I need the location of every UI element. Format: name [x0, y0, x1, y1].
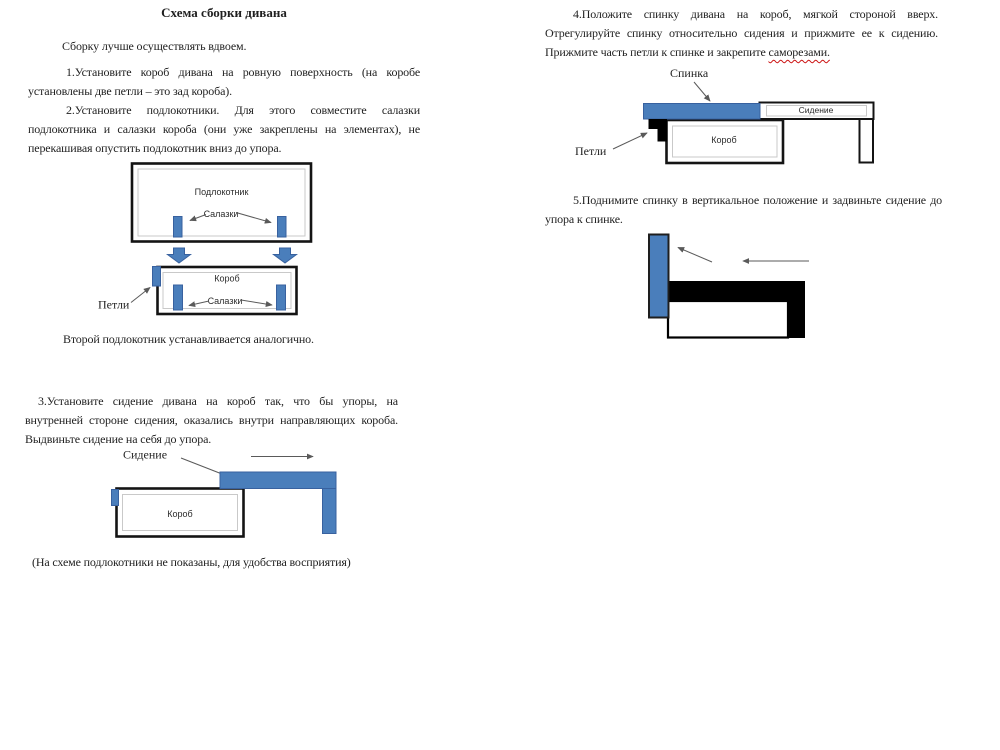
down-block-arrow [168, 248, 191, 263]
box-label: Короб [711, 135, 737, 145]
step2-paragraph [28, 101, 420, 158]
seat-assembly-diagram [100, 444, 345, 542]
slider-rect [174, 217, 183, 238]
seat-top-black-bar [668, 281, 805, 301]
page-title: Схема сборки дивана [161, 5, 287, 20]
lift-direction-arrow [678, 248, 712, 263]
step1-line: 1.Установите короб дивана на ровную поверхность (на коробе [66, 65, 420, 79]
seat-pointer-line [181, 458, 222, 474]
seat-label: Сидение [798, 105, 834, 115]
sliders-label: Салазки [207, 296, 243, 306]
back-pointer-arrow [694, 82, 710, 101]
hinge-rect [112, 490, 119, 506]
armrest-assembly-diagram [90, 160, 325, 318]
step3-line: Выдвиньте сидение на себя до упора. [25, 432, 212, 446]
armrest-label: Подлокотник [194, 187, 249, 197]
misspelled-word: саморезами. [768, 45, 830, 59]
step1-line: установлены две петли – это зад короба). [28, 84, 232, 98]
second-armrest-note [63, 330, 403, 349]
down-block-arrow [274, 248, 297, 263]
final-assembly-diagram [640, 228, 820, 344]
footnote-text: (На схеме подлокотники не показаны, для удобства восприятия) [32, 555, 351, 569]
seat-bar [220, 472, 336, 489]
hinge-pointer-arrow [131, 288, 150, 303]
diagram-footnote [32, 553, 432, 572]
step4-line: Отрегулируйте спинку относительно сидения и прижмите ее к сидению. [545, 26, 938, 40]
sliders-label: Салазки [203, 209, 239, 219]
step3-line: 3.Установите сидение дивана на короб так, что бы упоры, на [38, 394, 398, 408]
step1-paragraph [28, 63, 420, 101]
hinge-black-piece [658, 119, 668, 142]
box-label: Короб [214, 273, 240, 284]
step3-line: внутренней стороне сидения, оказались внутри направляющих короба. [25, 413, 398, 427]
intro-text: Сборку лучше осуществлять вдвоем. [62, 39, 247, 53]
step2-line: 2.Установите подлокотники. Для этого совместите салазки [66, 103, 420, 117]
step5-paragraph [545, 191, 942, 229]
hinges-label: Петли [575, 144, 607, 158]
step3-paragraph [25, 392, 398, 449]
slider-rect [278, 217, 287, 238]
step5-line: упора к спинке. [545, 212, 623, 226]
seat-label: Сидение [123, 447, 168, 462]
step4-paragraph [545, 5, 938, 62]
backrest-assembly-diagram [560, 60, 890, 168]
hinge-pointer-arrow [613, 133, 647, 149]
box-label: Короб [167, 509, 193, 519]
hinge-rect [153, 267, 161, 287]
intro-paragraph [28, 37, 420, 56]
step2-line: подлокотника и салазки короба (они уже закреплены на элементах), не [28, 122, 420, 136]
box-outline [668, 301, 788, 338]
step5-line: 5.Поднимите спинку в вертикальное положение и задвиньте сидение до [573, 193, 942, 207]
backrest-vertical-bar [649, 235, 669, 318]
back-label: Спинка [670, 66, 709, 80]
seat-leg [323, 489, 337, 534]
seat-leg-outline [860, 119, 874, 163]
step2-line: перекашивая опустить подлокотник вниз до упора. [28, 141, 282, 155]
backrest-bar [644, 104, 761, 120]
note-text: Второй подлокотник устанавливается аналогично. [63, 332, 314, 346]
slider-rect [277, 285, 286, 310]
step4-line3-text: Прижмите часть петли к спинке и закрепите [545, 45, 769, 59]
hinges-label: Петли [98, 297, 130, 312]
step4-line: 4.Положите спинку дивана на короб, мягкой стороной вверх. [573, 7, 938, 21]
slider-rect [174, 285, 183, 310]
